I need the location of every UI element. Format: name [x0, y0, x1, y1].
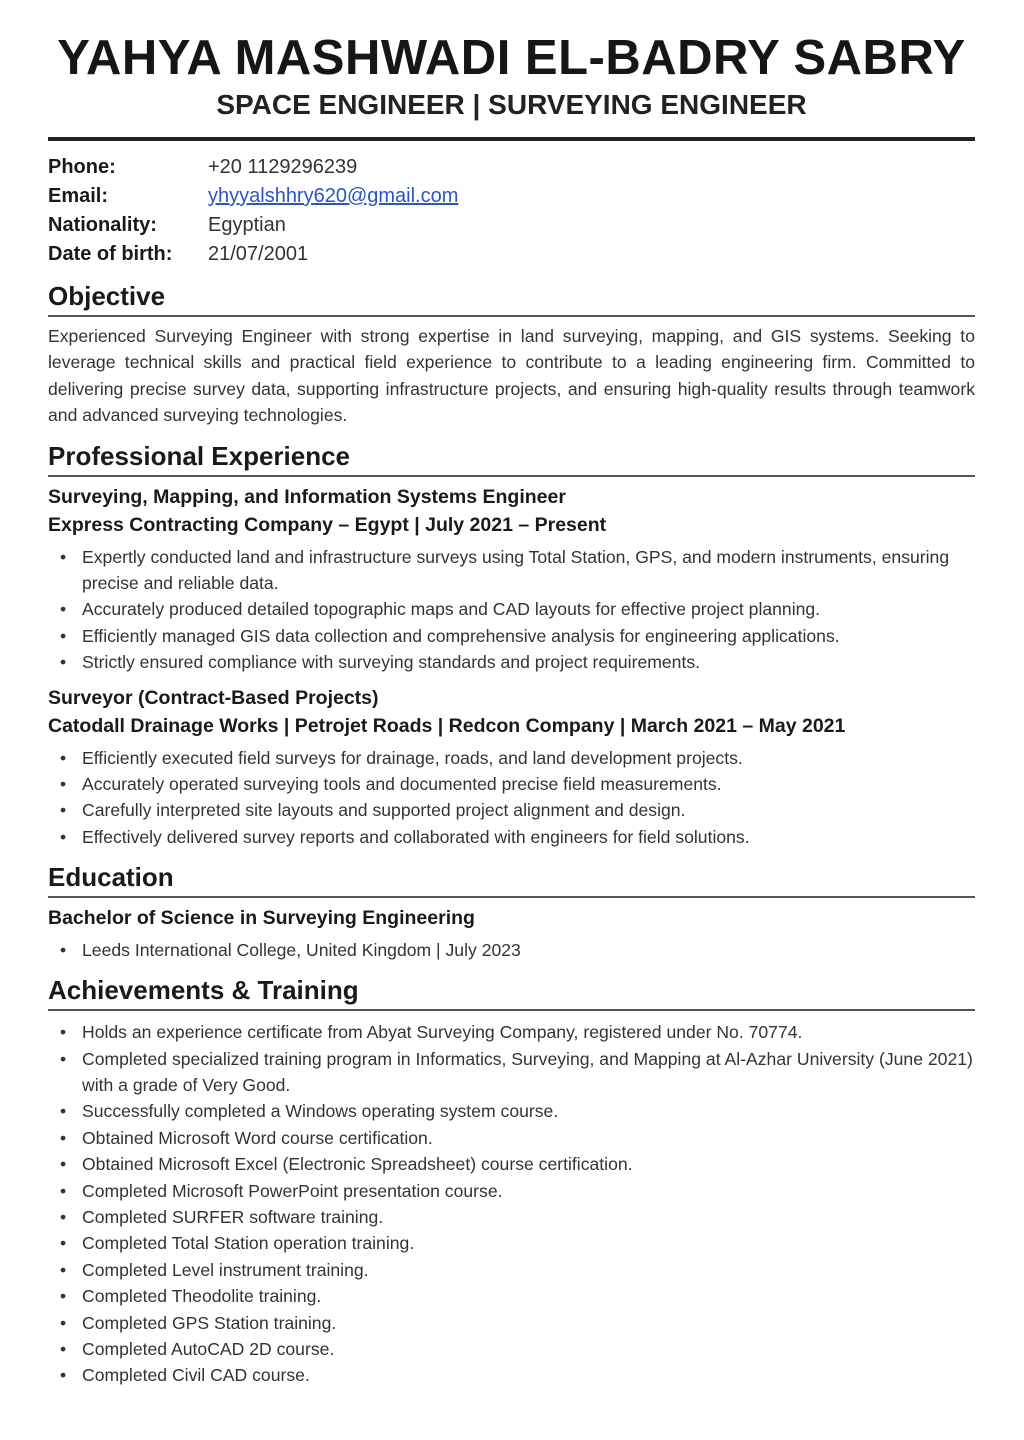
phone-value: +20 1129296239: [208, 156, 358, 178]
header-divider: [48, 137, 975, 141]
objective-text: Experienced Surveying Engineer with strong expertise in land surveying, mapping, and GIS systems. Seeking to leverage technical skills and practical field experience to contribute to a leading engineering firm. Committed to delivering precise survey data, supporting infrastructure projects, and ensuring high-quality results through teamwork and advanced surveying technologies.: [48, 326, 975, 426]
contact-label: Email:: [48, 185, 109, 207]
job-position: Surveyor (Contract-Based Projects): [48, 686, 379, 709]
job-entry: [48, 684, 975, 851]
list-item: • Completed Theodolite training.: [48, 1283, 975, 1309]
education-list: [48, 937, 975, 963]
objective-heading: Objective: [48, 281, 975, 317]
email-link[interactable]: yhyyalshhry620@gmail.com: [208, 185, 459, 207]
list-item: • Completed SURFER software training.: [48, 1204, 975, 1230]
list-item: • Completed Total Station operation training.: [48, 1230, 975, 1256]
list-item: • Expertly conducted land and infrastructure surveys using Total Station, GPS, and modern instruments, ensuring precise and reliable data.: [48, 544, 975, 597]
contact-phone: [48, 153, 975, 182]
experience-heading: Professional Experience: [48, 441, 975, 477]
education-heading: Education: [48, 862, 975, 898]
list-item: • Holds an experience certificate from Abyat Surveying Company, registered under No. 70774.: [48, 1019, 975, 1045]
list-item: • Accurately operated surveying tools and documented precise field measurements.: [48, 771, 975, 797]
list-item: • Completed AutoCAD 2D course.: [48, 1336, 975, 1362]
list-item: • Carefully interpreted site layouts and supported project alignment and design.: [48, 797, 975, 823]
list-item: • Strictly ensured compliance with surveying standards and project requirements.: [48, 649, 975, 675]
list-item: • Obtained Microsoft Word course certification.: [48, 1125, 975, 1151]
contact-label: Phone:: [48, 156, 116, 178]
list-item: • Completed Level instrument training.: [48, 1257, 975, 1283]
list-item: • Efficiently managed GIS data collection and comprehensive analysis for engineering applications.: [48, 623, 975, 649]
contact-dob: [48, 240, 975, 269]
list-item: • Leeds International College, United Kingdom | July 2023: [48, 937, 975, 963]
list-item: • Accurately produced detailed topographic maps and CAD layouts for effective project planning.: [48, 596, 975, 622]
list-item: • Completed GPS Station training.: [48, 1310, 975, 1336]
job-entry: [48, 483, 975, 676]
contact-email: [48, 182, 975, 211]
degree: Bachelor of Science in Surveying Engineering: [48, 907, 475, 930]
job-bullets: [48, 544, 975, 676]
list-item: • Completed Microsoft PowerPoint presentation course.: [48, 1178, 975, 1204]
resume-page: [48, 0, 975, 1389]
nationality-value: Egyptian: [208, 214, 286, 236]
contact-label: Nationality:: [48, 214, 157, 236]
job-position: Surveying, Mapping, and Information Systems Engineer: [48, 485, 566, 508]
contact-label: Date of birth:: [48, 243, 173, 265]
achievements-heading: Achievements & Training: [48, 975, 975, 1011]
job-company: Express Contracting Company – Egypt | July 2021 – Present: [48, 514, 607, 537]
list-item: • Completed specialized training program in Informatics, Surveying, and Mapping at Al-Azhar University (June 2021) with a grade of Very Good.: [48, 1046, 975, 1099]
job-title: SPACE ENGINEER | SURVEYING ENGINEER: [216, 89, 807, 120]
job-company: Catodall Drainage Works | Petrojet Roads | Redcon Company | March 2021 – May 2021: [48, 715, 846, 738]
contact-nationality: [48, 211, 975, 240]
list-item: • Efficiently executed field surveys for drainage, roads, and land development projects.: [48, 745, 975, 771]
candidate-name: YAHYA MASHWADI EL-BADRY SABRY: [57, 31, 966, 85]
dob-value: 21/07/2001: [208, 243, 309, 265]
list-item: • Successfully completed a Windows operating system course.: [48, 1098, 975, 1124]
experience-list: [48, 483, 975, 851]
list-item: • Obtained Microsoft Excel (Electronic Spreadsheet) course certification.: [48, 1151, 975, 1177]
achievements-list: [48, 1019, 975, 1389]
contact-info: [48, 153, 975, 269]
list-item: • Effectively delivered survey reports and collaborated with engineers for field solutions.: [48, 824, 975, 850]
job-bullets: [48, 745, 975, 851]
list-item: • Completed Civil CAD course.: [48, 1362, 975, 1388]
